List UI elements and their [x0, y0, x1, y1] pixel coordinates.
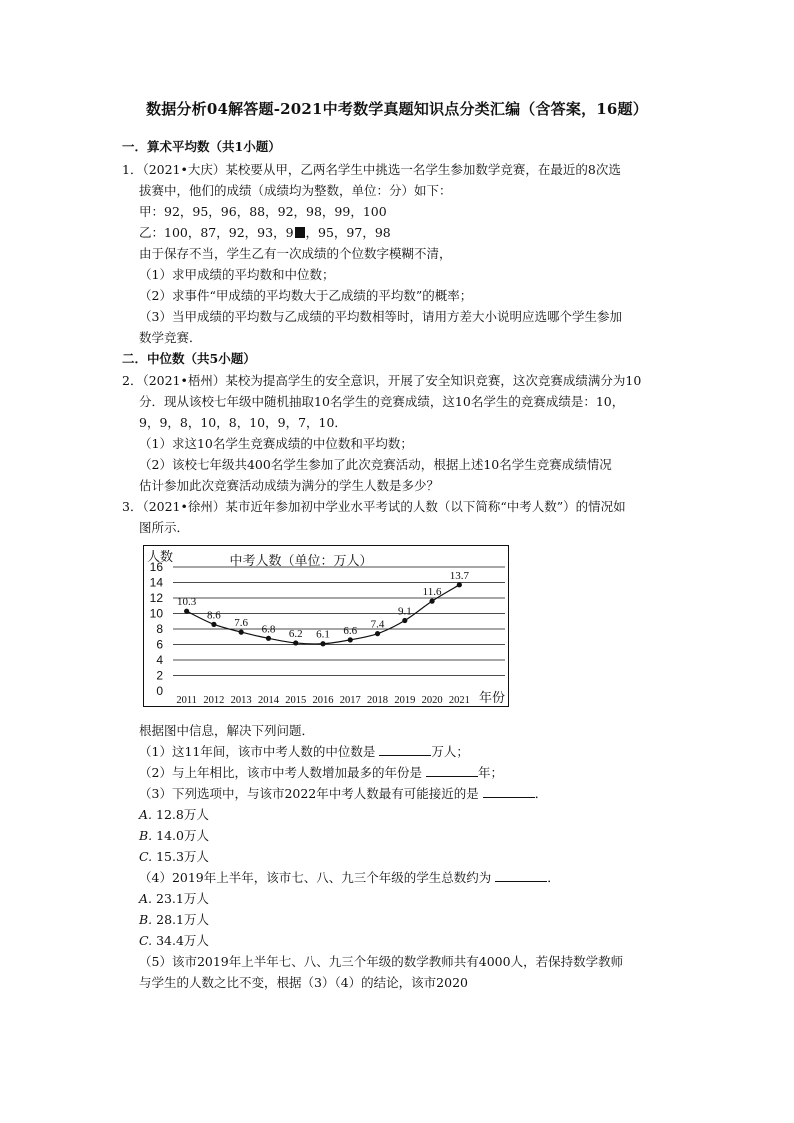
data-label: 6.2 [288, 627, 303, 640]
q3-option-4c [139, 932, 209, 950]
answer-blank-1[interactable] [379, 743, 431, 756]
y-tick-label: 0 [156, 684, 163, 698]
data-label: 6.6 [343, 624, 358, 637]
data-point [239, 630, 244, 635]
option-letter: C. [139, 933, 153, 948]
q1-scores-jia: 甲：92，95，96，88，92，98，99，100 [139, 204, 387, 219]
y-tick-label: 8 [156, 622, 163, 636]
data-point [211, 622, 216, 627]
x-tick-label: 2016 [312, 695, 334, 706]
y-tick-label: 6 [156, 637, 163, 652]
q3-part-2-text: （2）与上年相比，该市中考人数增加最多的年份是 [139, 765, 422, 780]
exam-population-line-chart [143, 545, 509, 707]
q1-line-1: 1．（2021•大庆）某校要从甲，乙两名学生中挑选一名学生参加数学竞赛，在最近的8次选 [122, 162, 621, 177]
q3-part-4-text: （4）2019年上半年，该市七、八、九三个年级的学生总数约为 [139, 870, 492, 885]
answer-blank-4[interactable] [495, 869, 547, 882]
data-label: 7.4 [370, 618, 385, 631]
q1-line-2: 拔赛中，他们的成绩（成绩均为整数，单位：分）如下： [139, 183, 452, 198]
y-axis-label: 人数 [147, 549, 174, 564]
q3-part-4-end: ． [547, 870, 560, 885]
option-letter: B. [139, 828, 153, 843]
q3-part-2-unit: 年； [477, 765, 503, 780]
option-text: 34.4万人 [156, 933, 209, 948]
q1-scores-yi [139, 224, 391, 242]
q3-intro: 根据图中信息，解决下列问题． [139, 723, 315, 738]
blurred-digit-box [295, 227, 305, 238]
answer-blank-2[interactable] [426, 764, 478, 777]
q2-line-1: 2．（2021•梧州）某校为提高学生的安全意识，开展了安全知识竞赛，这次竞赛成绩满分为10 [122, 373, 642, 388]
data-point [320, 641, 325, 646]
section-heading-mean: 一．算术平均数（共1小题） [122, 139, 281, 154]
y-tick-label: 2 [156, 668, 163, 683]
y-tick-label: 12 [149, 591, 163, 605]
q3-part-5-cont: 与学生的人数之比不变，根据（3）（4）的结论，该市2020 [139, 975, 468, 990]
q3-part-2 [139, 764, 503, 782]
data-point [402, 618, 407, 623]
y-tick-label: 16 [149, 560, 163, 574]
q2-part-1: （1）求这10名学生竞赛成绩的中位数和平均数； [139, 436, 413, 451]
x-tick-label: 2020 [421, 695, 443, 706]
data-point [375, 631, 380, 636]
q1-part-1: （1）求甲成绩的平均数和中位数； [139, 267, 335, 282]
q1-part-3: （3）当甲成绩的平均数与乙成绩的平均数相等时，请用方差大小说明应选哪个学生参加 [139, 309, 622, 324]
y-tick-label: 10 [149, 606, 163, 621]
data-label: 7.6 [234, 617, 249, 630]
q3-part-1-text: （1）这11年间，该市中考人数的中位数是 [139, 744, 376, 759]
x-tick-label: 2015 [285, 695, 307, 706]
x-tick-label: 2011 [176, 695, 197, 706]
q3-part-5: （5）该市2019年上半年七、八、九三个年级的数学教师共有4000人，若保持数学教师 [139, 954, 624, 969]
q3-part-3 [139, 785, 547, 803]
q3-part-1-unit: 万人； [431, 744, 469, 759]
q3-line-2: 图所示． [139, 520, 190, 535]
data-point [184, 609, 189, 614]
q3-line-1: 3．（2021•徐州）某市近年参加初中学业水平考试的人数（以下简称“中考人数”）的情况如 [122, 499, 626, 514]
q3-option-c [139, 848, 209, 866]
data-label: 6.1 [316, 628, 330, 641]
data-point [457, 582, 462, 587]
data-label: 11.6 [422, 586, 442, 599]
q1-part-2: （2）求事件“甲成绩的平均数大于乙成绩的平均数”的概率； [139, 288, 473, 303]
data-label: 6.8 [261, 623, 276, 636]
q3-part-1 [139, 743, 469, 761]
q1-part-3-cont: 数学竞赛． [139, 330, 202, 345]
y-tick-label: 14 [149, 575, 163, 590]
data-point [348, 637, 353, 642]
answer-blank-3[interactable] [483, 785, 535, 798]
x-tick-label: 2014 [257, 695, 279, 706]
data-label: 13.7 [449, 569, 469, 582]
x-tick-label: 2012 [203, 695, 225, 706]
x-tick-label: 2021 [448, 695, 470, 706]
chart-title: 中考人数（单位：万人） [229, 553, 373, 568]
document-title: 数据分析04解答题-2021中考数学真题知识点分类汇编（含答案，16题） [146, 100, 648, 118]
option-text: 12.8万人 [156, 807, 209, 822]
q1-scores-yi-end: ，95，97，98 [305, 225, 391, 240]
option-text: 14.0万人 [156, 828, 209, 843]
q1-scores-yi-start: 乙：100，87，92，93，9 [139, 225, 294, 240]
q3-option-4a [139, 890, 209, 908]
q3-option-4b [139, 911, 209, 929]
y-tick-label: 4 [156, 653, 163, 667]
q3-part-4 [139, 869, 560, 887]
x-tick-label: 2019 [394, 695, 416, 706]
option-letter: C. [139, 849, 153, 864]
data-label: 8.6 [207, 609, 221, 622]
option-letter: A. [139, 891, 153, 906]
section-heading-median: 二．中位数（共5小题） [122, 351, 256, 366]
data-point [429, 599, 434, 604]
q3-option-a [139, 806, 209, 824]
q2-part-2: （2）该校七年级共400名学生参加了此次竞赛活动，根据上述10名学生竞赛成绩情况 [139, 457, 612, 472]
option-letter: A. [139, 807, 153, 822]
q3-part-3-end: ． [534, 786, 548, 801]
x-tick-label: 2017 [339, 695, 361, 706]
q2-part-2-cont: 估计参加此次竞赛活动成绩为满分的学生人数是多少？ [139, 478, 440, 493]
q3-option-b [139, 827, 209, 845]
q1-line-5: 由于保存不当，学生乙有一次成绩的个位数字模糊不清， [139, 246, 452, 261]
option-text: 15.3万人 [156, 849, 209, 864]
x-tick-label: 2013 [230, 695, 252, 706]
x-tick-label: 2018 [367, 695, 389, 706]
data-label: 9.1 [397, 605, 412, 618]
option-text: 28.1万人 [156, 912, 209, 927]
option-letter: B. [139, 912, 153, 927]
option-text: 23.1万人 [156, 891, 209, 906]
data-point [293, 640, 298, 645]
q2-line-2: 分．现从该校七年级中随机抽取10名学生的竞赛成绩，这10名学生的竞赛成绩是：10， [139, 394, 625, 409]
data-label: 10.3 [177, 596, 197, 609]
chart-svg [143, 545, 509, 707]
q2-line-3: 9，9，8，10，8，10，9，7，10． [139, 415, 347, 430]
q3-part-3-text: （3）下列选项中，与该市2022年中考人数最有可能接近的是 [139, 786, 479, 801]
x-axis-label: 年份 [479, 690, 506, 705]
data-point [266, 636, 271, 641]
